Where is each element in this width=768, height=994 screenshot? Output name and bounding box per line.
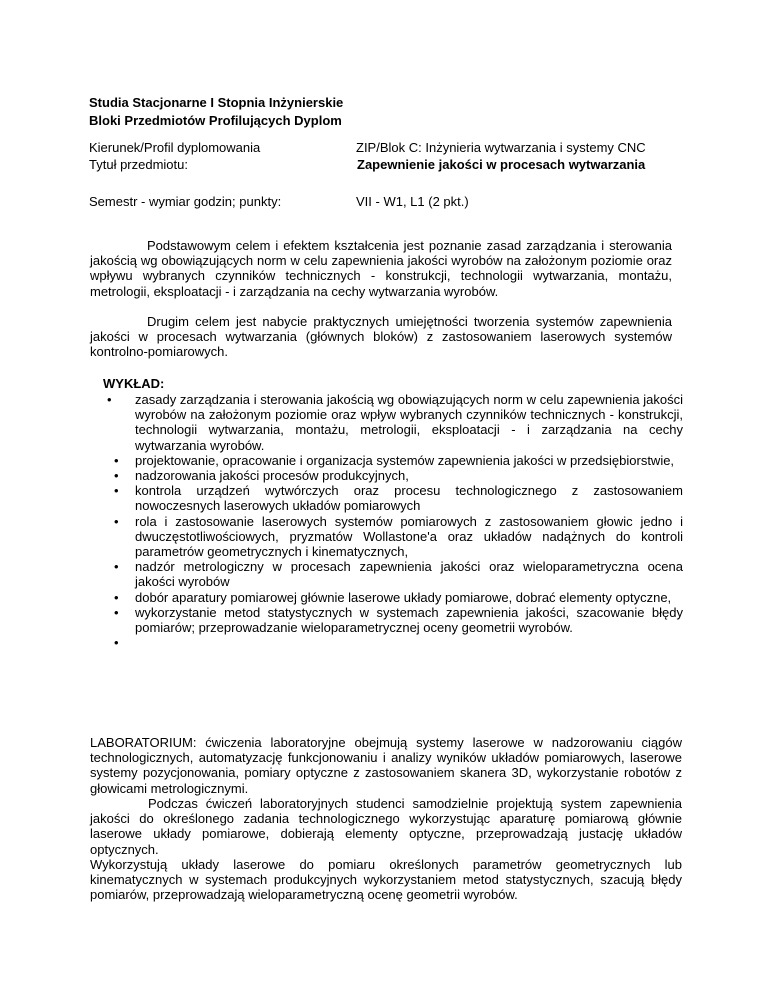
- header-line-2: Bloki Przedmiotów Profilujących Dyplom: [89, 113, 342, 128]
- intro-paragraph-2: Drugim celem jest nabycie praktycznych umiejętności tworzenia systemów zapewnienia jakości w procesach wytwarzania (głównych bloków) z zastosowaniem laserowych systemów kontrolno-pomiarowych.: [90, 314, 672, 360]
- bullet-icon: •: [114, 635, 119, 651]
- bullet-icon: •: [114, 513, 119, 529]
- list-item: [93, 590, 683, 605]
- list-item-text: wykorzystanie metod statystycznych w systemach zapewnienia jakości, szacowanie błędy pomiarów; przeprowadzanie wieloparametrycznej oceny geometrii wyrobów.: [135, 604, 683, 636]
- list-item: [93, 392, 683, 453]
- header-line-1: Studia Stacjonarne I Stopnia Inżynierskie: [89, 95, 344, 110]
- list-item-text: rola i zastosowanie laserowych systemów pomiarowych z zastosowaniem głowic jedno i dwuczęstotliwościowych, pryzmatów Wollastone'a oraz układów nadążnych do kontroli parametrów geometrycznych i kinematycznych,: [135, 513, 683, 560]
- list-item: [93, 453, 683, 468]
- kierunek-label: Kierunek/Profil dyplomowania: [89, 140, 261, 155]
- lecture-heading: WYKŁAD:: [103, 376, 165, 391]
- bullet-icon: •: [114, 604, 119, 620]
- semestr-value: VII - W1, L1 (2 pkt.): [356, 194, 469, 209]
- bullet-icon: •: [114, 452, 119, 468]
- list-item-text: dobór aparatury pomiarowej głównie laserowe układy pomiarowe, dobrać elementy optyczne,: [135, 589, 672, 605]
- list-item: [93, 514, 683, 560]
- list-item: [93, 483, 683, 513]
- lab-paragraph-1: LABORATORIUM: ćwiczenia laboratoryjne obejmują systemy laserowe w nadzorowaniu ciągów technologicznych, automatyzację funkcjonowaniu i analizy wyników układów pomiarowych, laserowe systemy pozycjonowania, pomiary optyczne z zastosowaniem skanera 3D, wykorzystanie robotów z głowicami metrologicznymi.: [90, 735, 682, 796]
- list-item: [93, 468, 683, 483]
- bullet-icon: •: [114, 589, 119, 605]
- lecture-list: [93, 392, 683, 650]
- list-item-text: nadzorowania jakości procesów produkcyjnych,: [135, 468, 409, 484]
- list-item-text: nadzór metrologiczny w procesach zapewnienia jakości oraz wieloparametryczna ocena jakości wyrobów: [135, 559, 683, 590]
- bullet-icon: •: [107, 392, 112, 407]
- list-item: [93, 605, 683, 635]
- lab-paragraph-3: Wykorzystują układy laserowe do pomiaru określonych parametrów geometrycznych lub kinematycznych w systemach produkcyjnych wykorzystaniem metod statystycznych, szacują błędy pomiarów, przeprowadzają wieloparametryczną ocenę geometrii wyrobów.: [90, 857, 682, 903]
- list-item-text: zasady zarządzania i sterowania jakością wg obowiązujących norm w celu zapewnienia jakości wyrobów na założonym poziomie oraz wpływ wybranych czynników technicznych - konstrukcji, technologii wytwarzania, montażu, metrologii, eksploatacji - i zarządzania na cechy wytwarzania wyrobów.: [135, 392, 683, 453]
- bullet-icon: •: [114, 559, 119, 575]
- list-item-text: kontrola urządzeń wytwórczych oraz procesu technologicznego z zastosowaniem nowoczesnych laserowych układów pomiarowych: [135, 483, 683, 514]
- bullet-icon: •: [114, 468, 119, 484]
- semestr-label: Semestr - wymiar godzin; punkty:: [89, 194, 282, 209]
- list-item: [93, 559, 683, 589]
- lab-paragraph-2: Podczas ćwiczeń laboratoryjnych studenci samodzielnie projektują system zapewnienia jakości do określonego zadania technologicznego wykorzystując aparaturę pomiarową głównie laserowe układy pomiarowe, dobierają elementy optyczne, przeprowadzają justację układów optycznych.: [90, 796, 682, 857]
- kierunek-value: ZIP/Blok C: Inżynieria wytwarzania i systemy CNC: [356, 140, 646, 155]
- tytul-label: Tytuł przedmiotu:: [89, 157, 188, 172]
- bullet-icon: •: [114, 483, 119, 499]
- list-item: [93, 635, 683, 650]
- list-item-text: projektowanie, opracowanie i organizacja systemów zapewnienia jakości w przedsiębiorstwie,: [135, 452, 675, 468]
- tytul-value: Zapewnienie jakości w procesach wytwarzania: [357, 157, 646, 172]
- intro-paragraph-1: Podstawowym celem i efektem kształcenia jest poznanie zasad zarządzania i sterowania jakością wg obowiązujących norm w celu zapewnienia jakości wyrobów na założonym poziomie oraz wpływu wybranych czynników technicznych - konstrukcji, technologii wytwarzania, montażu, metrologii, eksploatacji - i zarządzania na cechy wytwarzania wyrobów.: [90, 238, 672, 299]
